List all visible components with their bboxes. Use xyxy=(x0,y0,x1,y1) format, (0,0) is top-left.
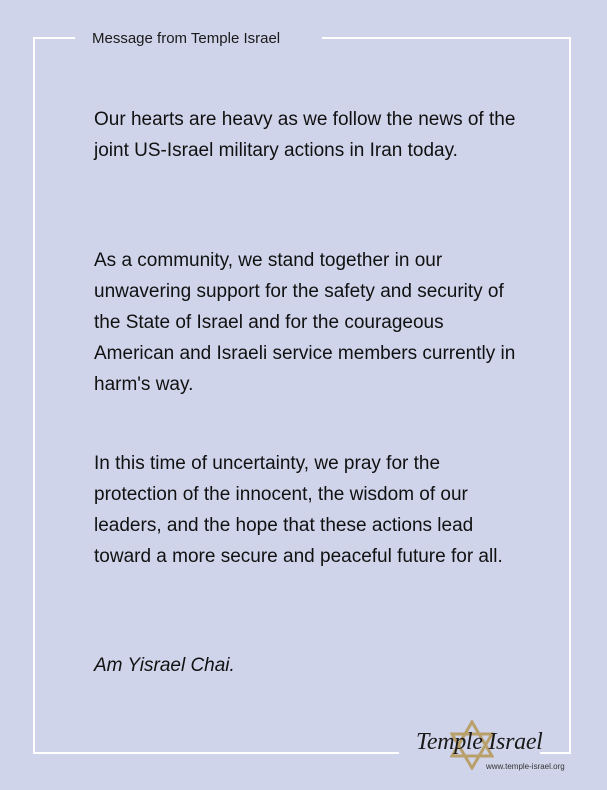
temple-israel-logo xyxy=(410,716,580,776)
message-paragraph-3: In this time of uncertainty, we pray for the protection of the innocent, the wisdom of our leaders, and the hope that these actions lead toward a more secure and peaceful future for all. xyxy=(94,453,503,567)
frame-border-bottom-left xyxy=(33,752,399,754)
message-paragraph-2: As a community, we stand together in our unwavering support for the safety and security of the State of Israel and for the courageous American and Israeli service members currently in harm's way. xyxy=(94,250,516,395)
message-header-title: Message from Temple Israel xyxy=(92,30,281,47)
message-closing: Am Yisrael Chai. xyxy=(94,655,235,676)
frame-border-right xyxy=(569,37,571,754)
logo-name: Temple Israel xyxy=(416,729,543,755)
frame-border-left xyxy=(33,37,35,754)
frame-border-top-left xyxy=(33,37,75,39)
logo-url: www.temple-israel.org xyxy=(486,762,565,771)
frame-border-top-right xyxy=(322,37,571,39)
message-paragraph-1: Our hearts are heavy as we follow the news of the joint US-Israel military actions in Iran today. xyxy=(94,109,516,161)
